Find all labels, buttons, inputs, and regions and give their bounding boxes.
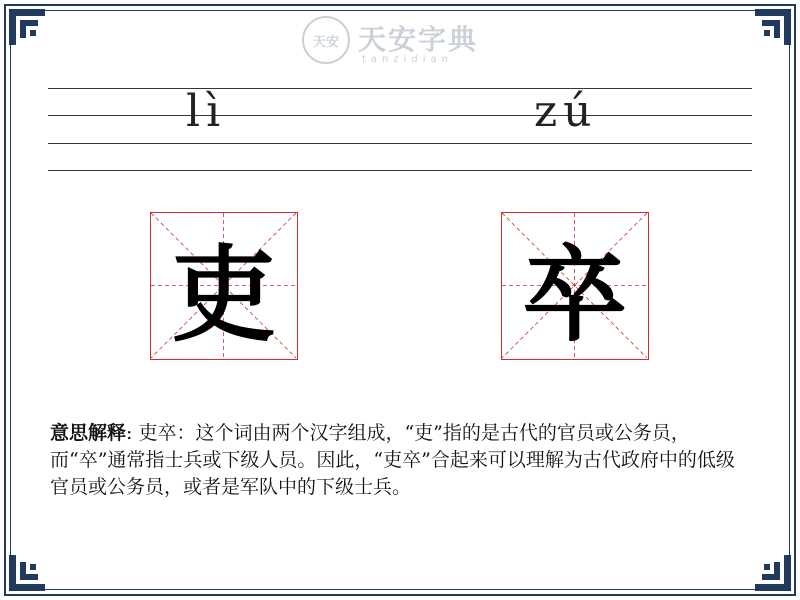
corner-ornament-icon bbox=[6, 552, 48, 594]
staff-line bbox=[48, 115, 752, 116]
char-box-li bbox=[150, 212, 298, 360]
meaning-text: : 吏卒：这个词由两个汉字组成，“吏”指的是古代的官员或公务员，而“卒”通常指士兵或下级人员。因此，“吏卒”合起来可以理解为古代政府中的低级官员或公务员，或者是军队中的下级士兵。 bbox=[50, 422, 735, 498]
logo-name: 天安字典 bbox=[358, 23, 479, 56]
staff-line bbox=[48, 143, 752, 144]
corner-ornament-icon bbox=[6, 6, 48, 48]
meaning-paragraph bbox=[50, 420, 750, 501]
staff-line bbox=[48, 88, 752, 89]
character-li: 吏 bbox=[171, 232, 276, 356]
staff-line bbox=[48, 170, 752, 171]
meaning-label: 意思解释 bbox=[50, 422, 127, 444]
pinyin-li: lì bbox=[186, 86, 227, 137]
pinyin-zu: zú bbox=[534, 86, 598, 137]
char-box-zu bbox=[501, 212, 649, 360]
site-logo bbox=[302, 14, 502, 70]
corner-ornament-icon bbox=[752, 6, 794, 48]
logo-subtitle: tanzidian bbox=[362, 54, 454, 65]
character-zu: 卒 bbox=[522, 232, 627, 356]
pinyin-staff bbox=[48, 88, 752, 172]
corner-ornament-icon bbox=[752, 552, 794, 594]
logo-seal-icon: 天安 bbox=[302, 16, 350, 64]
